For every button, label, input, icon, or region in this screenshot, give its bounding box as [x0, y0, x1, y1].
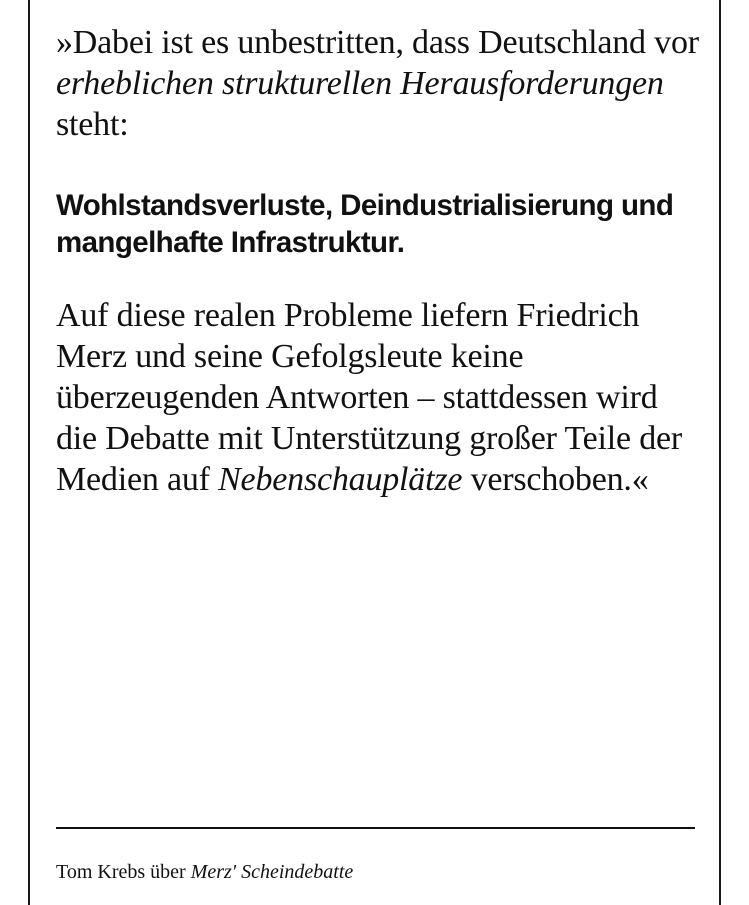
- quote-paragraph-intro: [56, 22, 706, 145]
- intro-text: »Dabei ist es unbestritten, dass Deutschland vor: [56, 24, 699, 61]
- quote-body: [56, 22, 706, 500]
- main-text-end: verschoben.«: [462, 461, 649, 498]
- right-border-line: [719, 0, 721, 905]
- quote-paragraph-main: [56, 295, 706, 500]
- attribution-title: Merz' Scheindebatte: [190, 861, 354, 883]
- quote-attribution: [56, 859, 353, 885]
- left-border-line: [28, 0, 30, 905]
- attribution-author: Tom Krebs über: [56, 861, 191, 883]
- main-text: Auf diese realen Probleme liefern Friedrich Merz und seine Gefolgsleute keine überzeugenden Antworten – stattdessen wird die Debatte mit Unterstützung großer Teile der Medien auf: [56, 297, 683, 498]
- intro-emphasis: erheblichen strukturellen Herausforderungen: [56, 65, 664, 102]
- caption-divider: [56, 827, 695, 829]
- quote-highlight: Wohlstandsverluste, Deindustrialisierung und mangelhafte Infrastruktur.: [56, 189, 674, 259]
- intro-text-end: steht:: [56, 106, 129, 143]
- main-emphasis: Nebenschauplätze: [218, 461, 463, 498]
